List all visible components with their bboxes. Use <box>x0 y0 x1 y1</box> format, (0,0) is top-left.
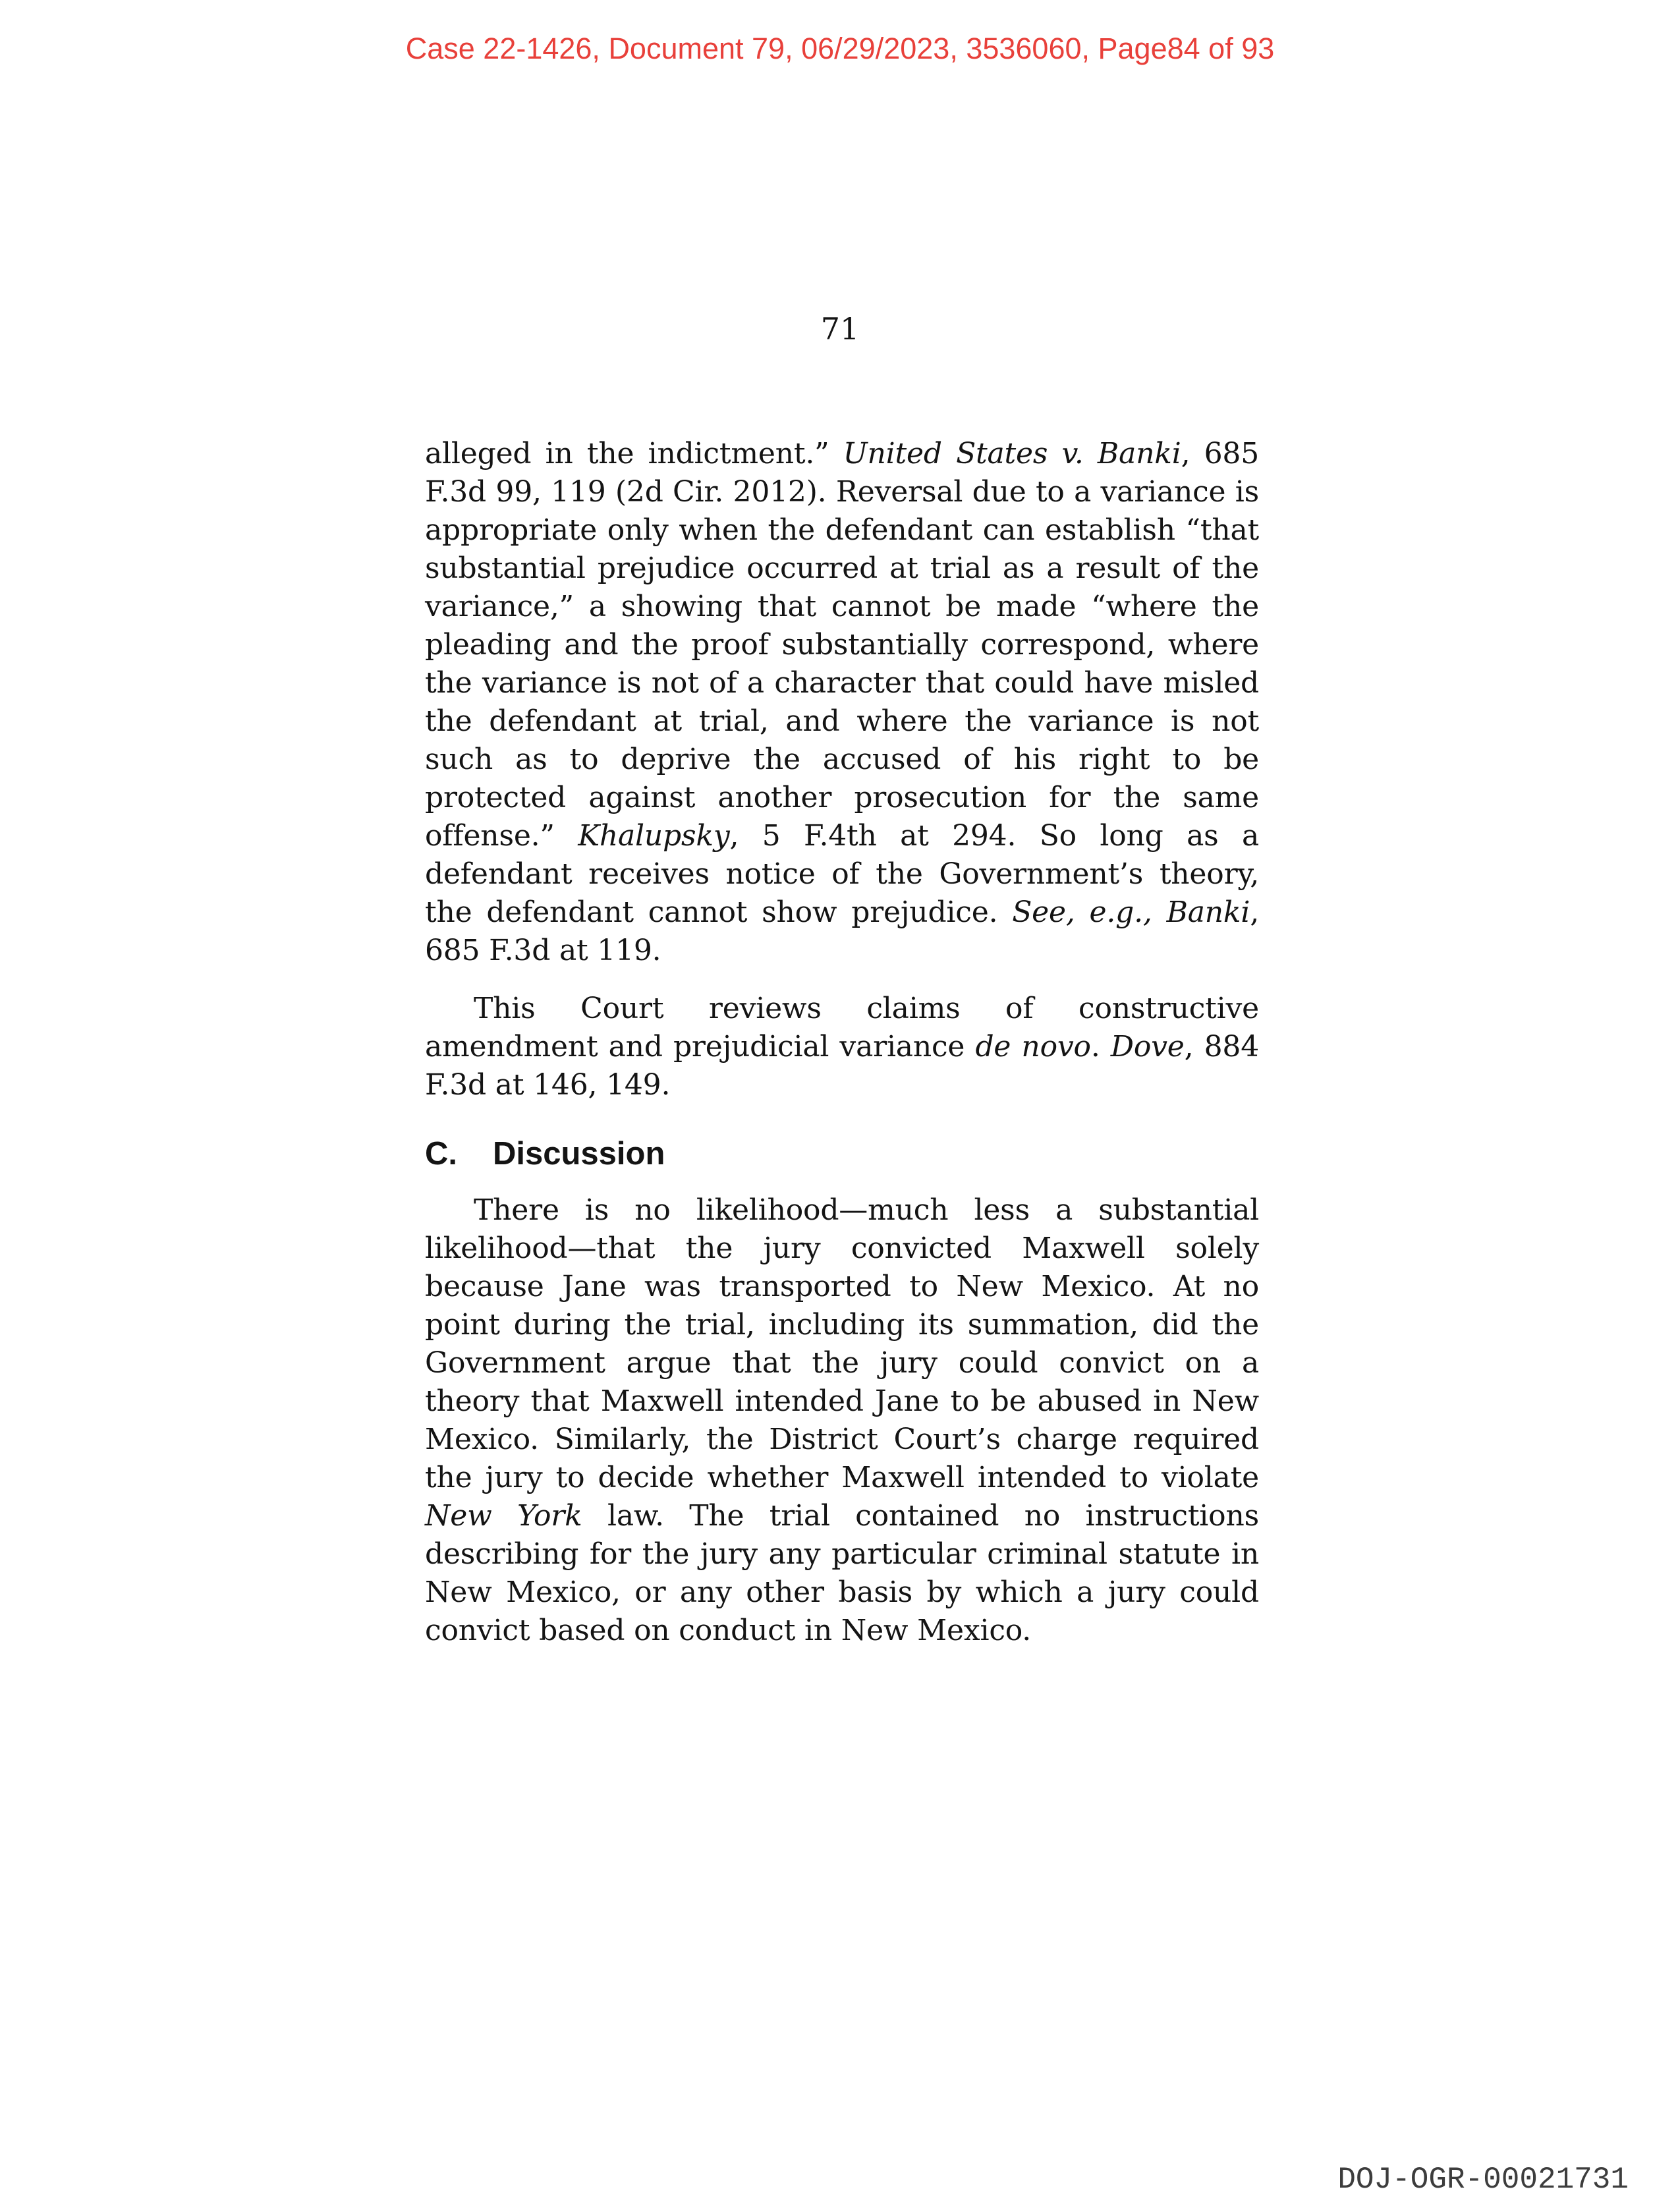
section-title: Discussion <box>493 1136 665 1172</box>
paragraph-variance-standard: alleged in the indictment.” United States v. Banki, 685 F.3d 99, 119 (2d Cir. 2012). Reversal due to a variance is appropriate only when the defendant can establish “that substantial prejudice occurred at trial as a result of the variance,” a showing that cannot be made “where the pleading and the proof substantially correspond, where the variance is not of a character that could have misled the defendant at trial, and where the variance is not such as to deprive the accused of his right to be protected against another prosecution for the same offense.” Khalupsky, 5 F.4th at 294. So long as a defendant receives notice of the Government’s theory, the defendant cannot show prejudice. See, e.g., Banki, 685 F.3d at 119. <box>425 437 1259 967</box>
bates-number: DOJ-OGR-00021731 <box>1337 2163 1629 2197</box>
page-number: 71 <box>820 311 860 347</box>
body-content <box>425 435 1259 1650</box>
case-stamp-header: Case 22-1426, Document 79, 06/29/2023, 3536060, Page84 of 93 <box>405 32 1275 65</box>
section-heading-discussion <box>425 1135 1259 1173</box>
paragraph-discussion: There is no likelihood—much less a substantial likelihood—that the jury convicted Maxwell solely because Jane was transported to New Mexico. At no point during the trial, including its summation, did the Government argue that the jury could convict on a theory that Maxwell intended Jane to be abused in New Mexico. Similarly, the District Court’s charge required the jury to decide whether Maxwell intended to violate New York law. The trial contained no instructions describing for the jury any particular criminal statute in New Mexico, or any other basis by which a jury could convict based on conduct in New Mexico. <box>425 1193 1259 1647</box>
paragraph-standard-of-review: This Court reviews claims of constructive amendment and prejudicial variance de novo. Dove, 884 F.3d at 146, 149. <box>425 992 1259 1102</box>
section-letter: C. <box>425 1136 457 1172</box>
